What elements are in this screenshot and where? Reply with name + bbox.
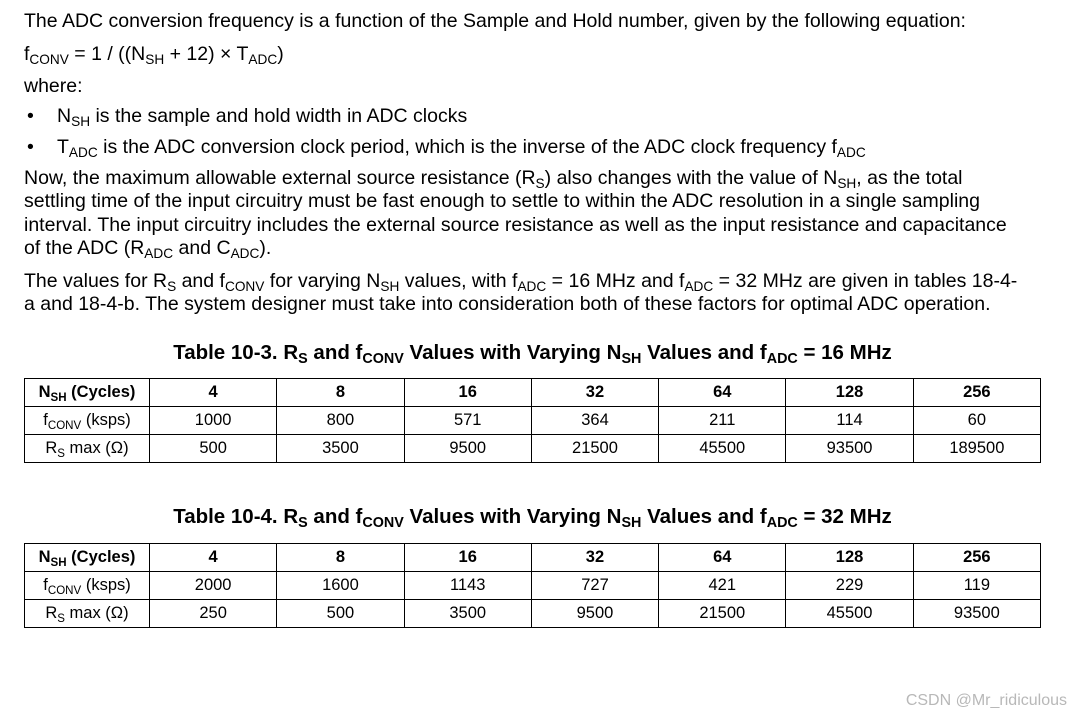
data-table-16mhz — [24, 378, 1041, 463]
t0-cap-e: = 16 MHz — [797, 340, 892, 364]
p2-s: S — [167, 278, 177, 294]
header-cell: 8 — [277, 379, 404, 407]
t0-cap-a: Table 10-3. R — [173, 340, 299, 364]
data-table-32mhz — [24, 543, 1041, 628]
table-cell: 3500 — [404, 599, 531, 627]
table-cell: 1600 — [277, 571, 404, 599]
t1-cap-conv: CONV — [362, 515, 404, 531]
p2-f: = 32 MHz are given in tables 18-4-a and 18-4-b. The system designer must take into consideration both of these factors for optimal ADC operation. — [24, 269, 1018, 315]
header-cell: 256 — [913, 543, 1040, 571]
t0-r2-r: R — [45, 439, 58, 457]
header-cell: 8 — [277, 543, 404, 571]
t0-cap-c: Values with Varying N — [403, 340, 622, 364]
header-cell: 16 — [404, 543, 531, 571]
table-cell: 9500 — [404, 435, 531, 463]
p2-sh: SH — [380, 278, 400, 294]
table-header-row — [25, 543, 1041, 571]
header-cell: 32 — [531, 543, 658, 571]
t1-r1-f: f — [43, 575, 48, 594]
definition-list — [24, 105, 1024, 159]
t0-cap-d: Values and f — [641, 340, 767, 364]
table-header-row — [25, 379, 1041, 407]
b1-sub: SH — [71, 113, 91, 129]
table-cell: 21500 — [659, 599, 786, 627]
row-label-fconv — [25, 407, 150, 435]
t0-cap-b: and f — [307, 340, 363, 364]
p1-radc: ADC — [144, 246, 174, 261]
eq-mid1: = 1 / ((N — [68, 42, 146, 65]
values-paragraph — [24, 270, 1024, 317]
t1-r2-r: R — [45, 603, 58, 622]
source-resistance-paragraph — [24, 167, 1024, 261]
t1-cap-d: Values and f — [641, 505, 767, 528]
t0-h-n: N — [38, 383, 51, 401]
row-label-fconv — [25, 571, 150, 599]
definition-tadc — [24, 136, 1024, 159]
table-spacer — [24, 463, 1024, 505]
table-row — [25, 407, 1041, 435]
header-cell: 128 — [786, 379, 913, 407]
t1-cap-b: and f — [307, 505, 363, 528]
t1-cap-s: S — [298, 515, 308, 531]
header-nsh-cycles — [25, 543, 150, 571]
table-cell: 114 — [786, 407, 913, 435]
eq-conv-sub: CONV — [29, 51, 69, 67]
table-row — [25, 571, 1041, 599]
table-cell: 800 — [277, 407, 404, 435]
p2-d: values, with f — [399, 269, 518, 292]
p1-a: Now, the maximum allowable external source resistance (R — [24, 166, 536, 189]
b2-t: T — [57, 135, 69, 158]
t0-r1-f: f — [43, 411, 48, 429]
table-row — [25, 599, 1041, 627]
eq-sh-sub: SH — [145, 51, 165, 67]
t0-r2-s: S — [57, 448, 65, 460]
header-cell: 64 — [659, 543, 786, 571]
table-row — [25, 435, 1041, 463]
t0-r1-conv: CONV — [47, 420, 82, 432]
table-cell: 250 — [150, 599, 277, 627]
table-cell: 229 — [786, 571, 913, 599]
watermark-text: CSDN @Mr_ridiculous — [905, 692, 1067, 709]
b1-n: N — [57, 104, 72, 127]
t1-r1-conv: CONV — [47, 584, 82, 597]
b2-sub2: ADC — [836, 144, 866, 160]
t0-cap-adc: ADC — [766, 350, 798, 367]
t0-r1-label: (ksps) — [81, 411, 131, 429]
document-page — [24, 10, 1024, 628]
t1-cap-adc: ADC — [766, 515, 798, 531]
header-cell: 16 — [404, 379, 531, 407]
p1-d: and C — [173, 237, 231, 259]
header-cell: 64 — [659, 379, 786, 407]
t1-cap-sh: SH — [621, 515, 642, 531]
b2-sub: ADC — [68, 144, 98, 160]
b1-rest: is the sample and hold width in ADC clocks — [90, 104, 468, 127]
table-cell: 21500 — [531, 435, 658, 463]
table-cell: 93500 — [786, 435, 913, 463]
eq-adc-sub: ADC — [248, 51, 278, 67]
p2-e: = 16 MHz and f — [546, 269, 685, 292]
t1-h-sh: SH — [50, 556, 67, 569]
t1-h-label: (Cycles) — [66, 547, 136, 566]
header-cell: 4 — [150, 543, 277, 571]
p1-sh: SH — [837, 175, 857, 191]
table-cell: 119 — [913, 571, 1040, 599]
bullet-dot: • — [27, 104, 34, 127]
p1-e: ). — [259, 237, 272, 259]
table-cell: 93500 — [913, 599, 1040, 627]
table-cell: 500 — [277, 599, 404, 627]
table-cell: 727 — [531, 571, 658, 599]
table-cell: 364 — [531, 407, 658, 435]
t0-h-label: (Cycles) — [66, 383, 136, 401]
header-cell: 128 — [786, 543, 913, 571]
table-cell: 500 — [150, 435, 277, 463]
p2-adc1: ADC — [517, 278, 547, 294]
table-cell: 189500 — [913, 435, 1040, 463]
table-cell: 9500 — [531, 599, 658, 627]
t1-r1-label: (ksps) — [81, 575, 131, 594]
table-caption — [24, 505, 1041, 529]
p2-b: and f — [176, 269, 225, 292]
table-cell: 2000 — [150, 571, 277, 599]
p1-s: S — [535, 175, 545, 191]
t1-cap-c: Values with Varying N — [403, 505, 622, 528]
bullet-dot: • — [27, 135, 34, 158]
t0-h-sh: SH — [50, 392, 67, 404]
t1-r2-label: max (Ω) — [64, 603, 129, 622]
where-label: where: — [24, 75, 83, 97]
t0-cap-conv: CONV — [362, 350, 404, 367]
table-cell: 571 — [404, 407, 531, 435]
eq-f: f — [24, 42, 30, 65]
table-cell: 3500 — [277, 435, 404, 463]
header-nsh-cycles — [25, 379, 150, 407]
row-label-rs-max — [25, 599, 150, 627]
p2-c: for varying N — [264, 269, 381, 292]
table-cell: 60 — [913, 407, 1040, 435]
p1-c: , as the total settling time of the input circuitry must be fast enough to settle to within the ADC resolution in a single sampling interval. The input circuitry includes the external source resistance as well as the input resistance and capacitance of the ADC (R — [24, 166, 1007, 259]
t0-cap-s: S — [298, 350, 308, 367]
eq-end: ) — [277, 42, 284, 65]
definition-nsh — [24, 105, 1024, 128]
t0-cap-sh: SH — [621, 350, 642, 367]
table-cell: 45500 — [659, 435, 786, 463]
t1-cap-e: = 32 MHz — [797, 505, 892, 528]
p1-b: ) also changes with the value of N — [544, 166, 838, 189]
table-cell: 1143 — [404, 571, 531, 599]
row-label-rs-max — [25, 435, 150, 463]
t1-h-n: N — [38, 547, 51, 566]
table-cell: 421 — [659, 571, 786, 599]
b2-rest: is the ADC conversion clock period, which is the inverse of the ADC clock frequency f — [97, 135, 837, 158]
table-cell: 45500 — [786, 599, 913, 627]
header-cell: 4 — [150, 379, 277, 407]
table-cell: 1000 — [150, 407, 277, 435]
t0-r2-label: max (Ω) — [64, 439, 129, 457]
p2-adc2: ADC — [684, 278, 714, 294]
p2-a: The values for R — [24, 269, 168, 292]
t1-r2-s: S — [57, 612, 65, 625]
intro-paragraph: The ADC conversion frequency is a function of the Sample and Hold number, given by the following equation: — [24, 10, 966, 32]
header-cell: 256 — [913, 379, 1040, 407]
p2-conv: CONV — [224, 278, 265, 294]
eq-mid2: + 12) × T — [164, 42, 249, 65]
table-caption — [24, 341, 1041, 365]
conversion-equation — [24, 43, 1024, 67]
header-cell: 32 — [531, 379, 658, 407]
p1-cadc: ADC — [230, 246, 260, 261]
t1-cap-a: Table 10-4. R — [173, 505, 299, 528]
table-cell: 211 — [659, 407, 786, 435]
